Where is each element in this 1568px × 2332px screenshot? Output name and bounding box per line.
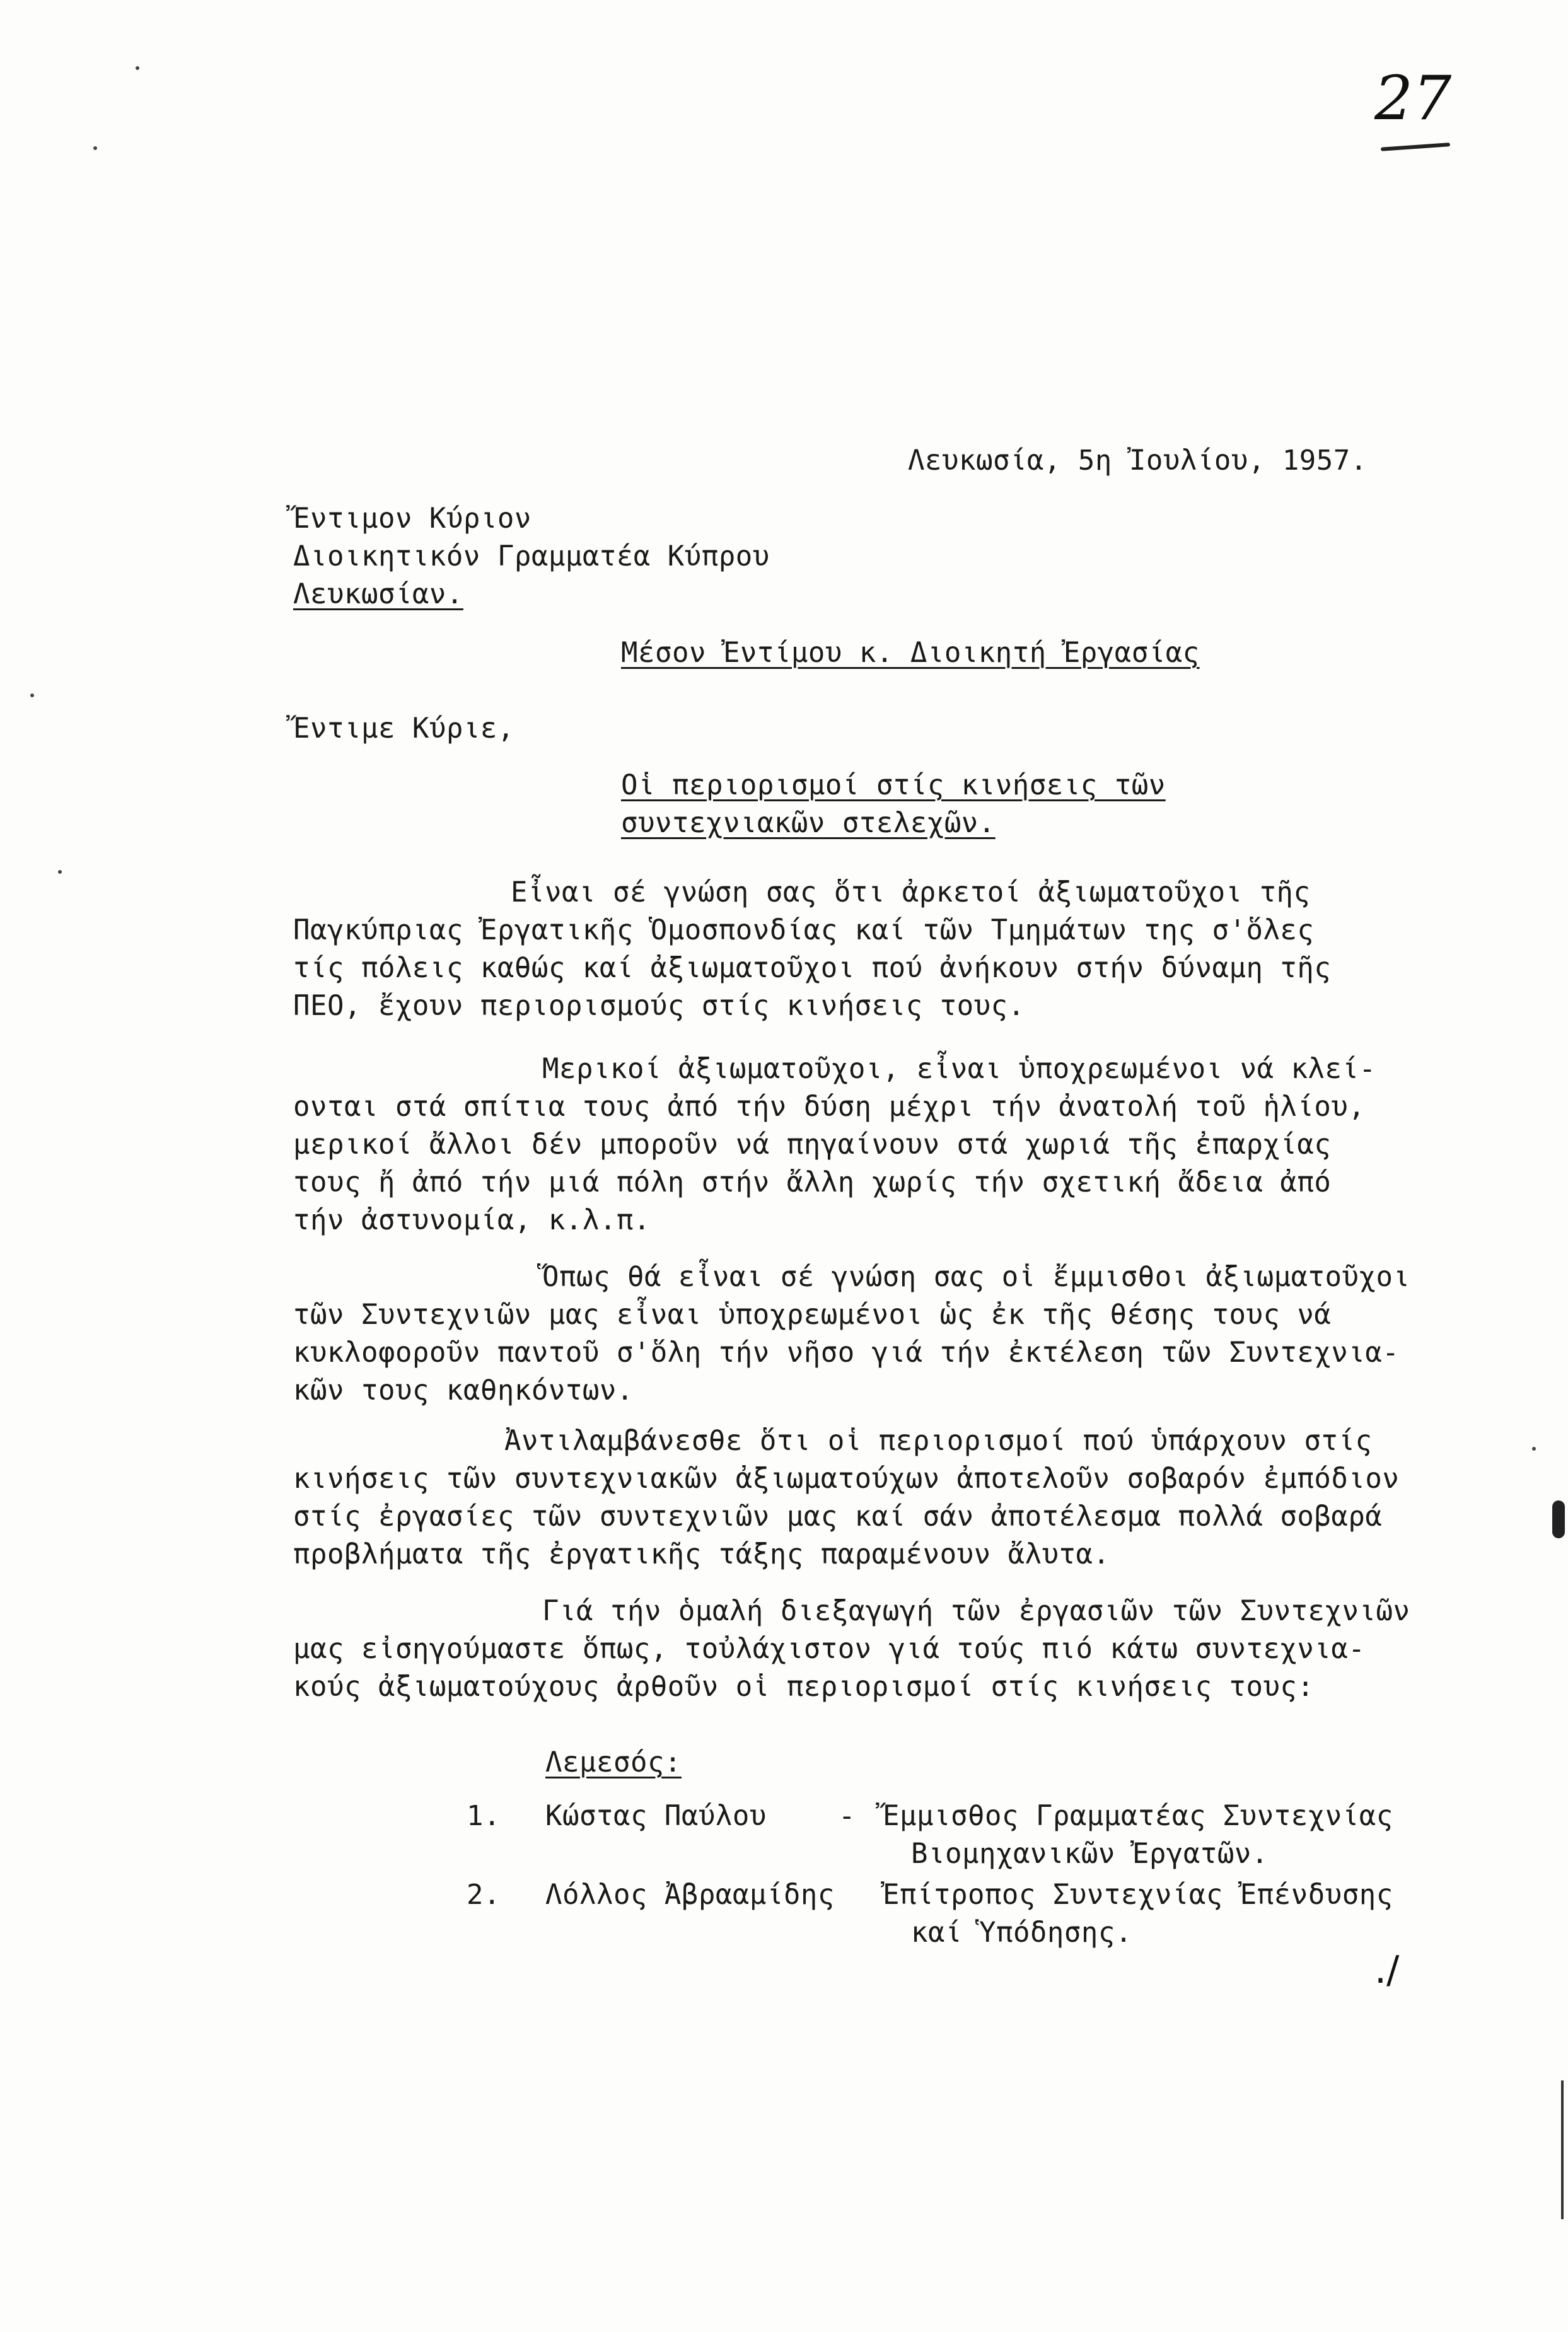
paragraph-4-line-1: Ἀντιλαμβάνεσθε ὅτι οἱ περιορισμοί πού ὑπάρχουν στίς (504, 1425, 1373, 1457)
paragraph-4-line-3: στίς ἐργασίες τῶν συντεχνιῶν μας καί σάν ἀποτέλεσμα πολλά σοβαρά (293, 1500, 1383, 1533)
list-item-2-name: Λόλλος Ἀβρααμίδης (545, 1879, 835, 1911)
scan-speck (58, 870, 62, 874)
paragraph-4-line-2: κινήσεις τῶν συντεχνιακῶν ἀξιωματούχων ἀποτελοῦν σοβαρόν ἐμπόδιον (293, 1463, 1400, 1495)
list-item-1-name: Κώστας Παύλου (545, 1800, 767, 1832)
paragraph-3-line-4: κῶν τους καθηκόντων. (293, 1374, 634, 1407)
scan-speck (93, 146, 97, 150)
paragraph-3-line-3: κυκλοφοροῦν παντοῦ σ'ὅλη τήν νῆσο γιά τήν ἐκτέλεση τῶν Συντεχνια- (293, 1337, 1400, 1369)
paragraph-2-line-1: Μερικοί ἀξιωματοῦχοι, εἶναι ὑποχρεωμένοι νά κλεί- (542, 1053, 1376, 1085)
paragraph-5-line-3: κούς ἀξιωματούχους ἀρθοῦν οἱ περιορισμοί στίς κινήσεις τους: (293, 1671, 1315, 1703)
section-heading-limassol: Λεμεσός: (545, 1746, 682, 1778)
paragraph-2-line-2: ονται στά σπίτια τους ἀπό τήν δύση μέχρι τήν ἀνατολή τοῦ ἡλίου, (293, 1091, 1366, 1123)
paragraph-5-line-1: Γιά τήν ὁμαλή διεξαγωγή τῶν ἐργασιῶν τῶν Συντεχνιῶν (542, 1595, 1410, 1627)
via-line: Μέσον Ἐντίμου κ. Διοικητή Ἐργασίας (621, 637, 1200, 669)
list-item-2-role-line-1: Ἐπίτροπος Συντεχνίας Ἐπένδυσης (883, 1879, 1393, 1911)
scan-speck (136, 66, 139, 70)
addressee-line-2: Διοικητικόν Γραμματέα Κύπρου (293, 540, 770, 572)
paragraph-1-line-3: τίς πόλεις καθώς καί ἀξιωματοῦχοι πού ἀνήκουν στήν δύναμη τῆς (293, 952, 1332, 984)
salutation: Ἔντιμε Κύριε, (293, 712, 514, 745)
paragraph-3-line-1: Ὅπως θά εἶναι σέ γνώση σας οἱ ἔμμισθοι ἀξιωματοῦχοι (542, 1261, 1410, 1293)
addressee-line-3: Λευκωσίαν. (293, 578, 463, 610)
scan-speck (1532, 1447, 1536, 1451)
subject-line-1: Οἱ περιορισμοί στίς κινήσεις τῶν (621, 769, 1166, 801)
scan-edge-blot (1552, 1500, 1565, 1538)
list-item-1-role-line-2: Βιομηχανικῶν Ἐργατῶν. (911, 1838, 1269, 1870)
handwritten-underline (1381, 142, 1450, 151)
paragraph-1-line-1: Εἶναι σέ γνώση σας ὅτι ἀρκετοί ἀξιωματοῦχοι τῆς (511, 876, 1311, 908)
addressee-line-1: Ἔντιμον Κύριον (293, 502, 531, 535)
scan-edge-line (1561, 2080, 1564, 2219)
list-item-1-role-line-1: Ἔμμισθος Γραμματέας Συντεχνίας (883, 1800, 1393, 1832)
subject-line-2: συντεχνιακῶν στελεχῶν. (621, 807, 996, 839)
scan-speck (30, 693, 34, 697)
list-item-1-number: 1. (467, 1800, 501, 1832)
paragraph-2-line-5: τήν ἀστυνομία, κ.λ.π. (293, 1204, 651, 1236)
list-item-1-dash: - (839, 1800, 856, 1832)
list-item-2-number: 2. (467, 1879, 501, 1911)
list-item-2-role-line-2: καί Ὑπόδησης. (911, 1917, 1132, 1949)
continuation-mark: ./ (1374, 1948, 1400, 1992)
paragraph-4-line-4: προβλήματα τῆς ἐργατικῆς τάξης παραμένουν ἄλυτα. (293, 1538, 1110, 1570)
paragraph-5-line-2: μας εἰσηγούμαστε ὅπως, τοὐλάχιστον γιά τούς πιό κάτω συντεχνια- (293, 1633, 1366, 1665)
date-line: Λευκωσία, 5η Ἰουλίου, 1957. (908, 444, 1368, 477)
paragraph-1-line-2: Παγκύπριας Ἐργατικῆς Ὁμοσπονδίας καί τῶν Τμημάτων της σ'ὅλες (293, 914, 1315, 946)
paragraph-3-line-2: τῶν Συντεχνιῶν μας εἶναι ὑποχρεωμένοι ὡς ἐκ τῆς θέσης τους νά (293, 1299, 1332, 1331)
paragraph-2-line-3: μερικοί ἄλλοι δέν μποροῦν νά πηγαίνουν στά χωριά τῆς ἐπαρχίας (293, 1128, 1332, 1161)
page-number-handwritten: 27 (1374, 63, 1452, 134)
paragraph-1-line-4: ΠΕΟ, ἔχουν περιορισμούς στίς κινήσεις τους. (293, 990, 1025, 1022)
paragraph-2-line-4: τους ἤ ἀπό τήν μιά πόλη στήν ἄλλη χωρίς τήν σχετική ἄδεια ἀπό (293, 1166, 1332, 1198)
